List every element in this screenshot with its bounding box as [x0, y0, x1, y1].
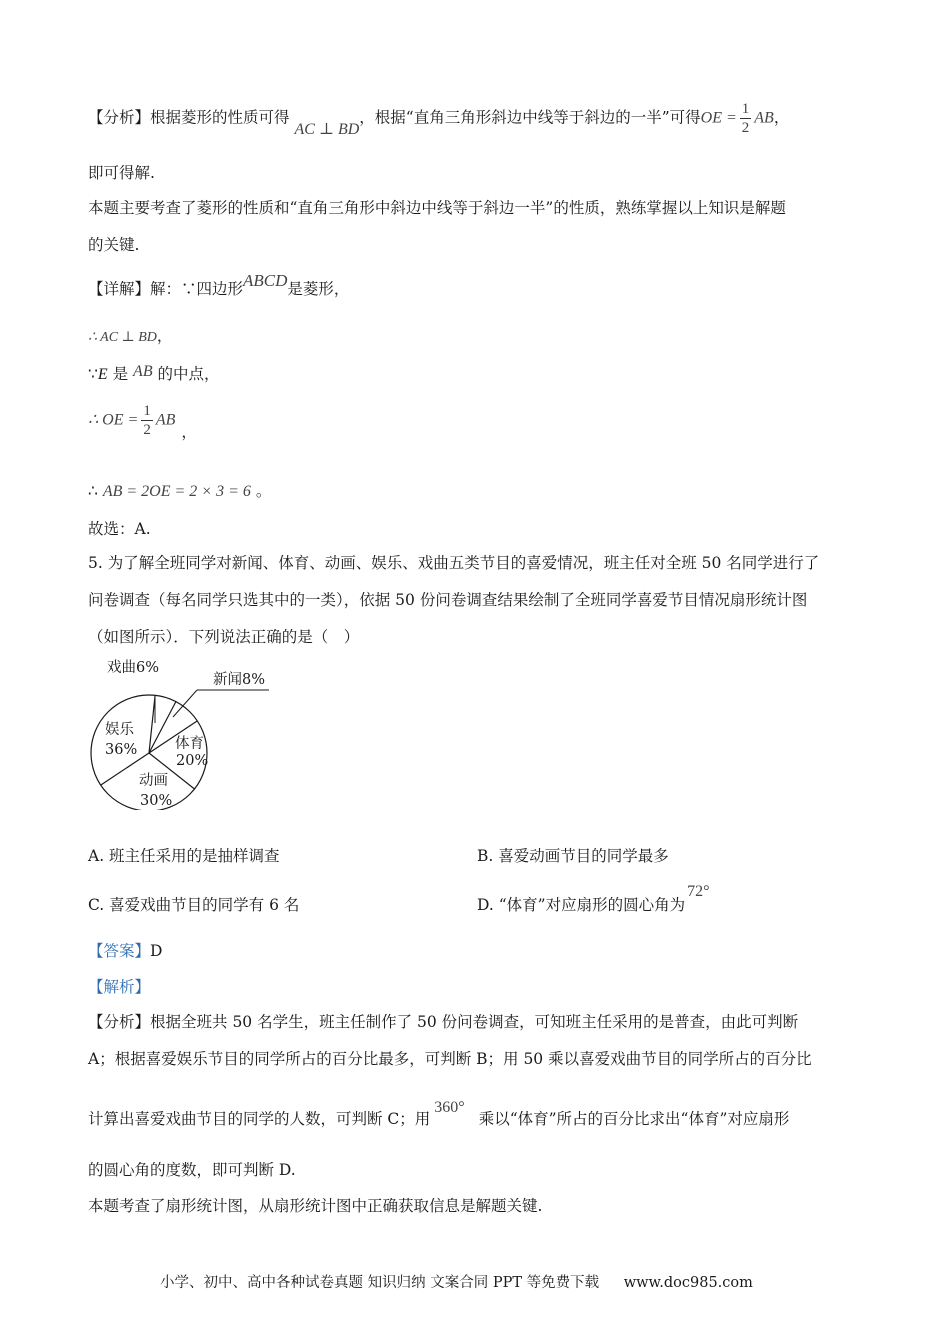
detail-tag: 【详解】: [88, 280, 151, 298]
option-c: C. 喜爱戏曲节目的同学有 6 名: [88, 896, 300, 914]
detail-line-2: [88, 325, 172, 349]
analysis-line-2: 即可得解.: [88, 164, 155, 182]
option-a: A. 班主任采用的是抽样调查: [88, 847, 280, 865]
fraction-denominator: 2: [143, 422, 151, 438]
summary-line-2: 的关键.: [88, 236, 140, 254]
math-e: E: [97, 366, 108, 383]
analysis2-text: 计算出喜爱戏曲节目的同学的人数，可判断 C；用: [88, 1110, 431, 1128]
analysis2-line-2: A；根据喜爱娱乐节目的同学所占的百分比最多，可判断 B；用 50 乘以喜爱戏曲节目的同学所占的百分比: [88, 1050, 812, 1068]
page-footer: [160, 1271, 753, 1292]
detail-punct: ，: [156, 327, 173, 345]
math-ac-perp-bd: AC ⊥ BD: [294, 120, 360, 138]
detail-text: 的中点，: [157, 365, 220, 383]
summary2-line: 本题考查了扇形统计图，从扇形统计图中正确获取信息是解题关键.: [88, 1197, 543, 1215]
detail-line-4: [88, 402, 197, 439]
fraction-numerator: 1: [741, 101, 750, 117]
analysis-text: 根据菱形的性质可得: [150, 108, 290, 127]
math-therefore-perp: ∴ AC ⊥ BD: [88, 330, 157, 345]
detail-line-5: [88, 480, 271, 503]
pie-chart: [85, 650, 285, 810]
detail-line-1: [88, 271, 350, 300]
analysis-text: ，根据“直角三角形斜边中线等于斜边的一半”可得: [359, 108, 701, 127]
analysis2-text: 根据全班共 50 名学生，班主任制作了 50 份问卷调查，可知班主任采用的是普查，由此可判断: [150, 1013, 799, 1031]
question-line-3: （如图所示）．下列说法正确的是（ ）: [88, 628, 360, 646]
analysis-punct: ，: [773, 108, 790, 127]
math-therefore-oe: ∴ OE =: [88, 411, 139, 429]
analysis-line-1: [88, 100, 789, 137]
math-ab: AB: [754, 109, 774, 127]
summary-line-1: 本题主要考查了菱形的性质和“直角三角形中斜边中线等于斜边一半”的性质，熟练掌握以上知识是解题: [88, 199, 786, 217]
answer-tag: 【答案】: [88, 942, 151, 960]
answer-line: [88, 940, 162, 962]
detail-text: 解：∵四边形: [150, 280, 244, 298]
math-abcd: ABCD: [243, 271, 288, 290]
math-oe: OE =: [700, 109, 737, 127]
fraction-numerator: 1: [143, 403, 151, 419]
footer-url[interactable]: www.doc985.com: [623, 1275, 753, 1291]
label-news: 新闻8%: [213, 672, 266, 688]
option-d: [477, 883, 710, 917]
label-ent-name: 娱乐: [105, 722, 134, 738]
analysis2-text: 乘以“体育”所占的百分比求出“体育”对应扇形: [478, 1110, 790, 1128]
math-72-deg: 72°: [687, 883, 710, 900]
math-ab: AB: [155, 411, 176, 429]
label-sports-pct: 20%: [176, 753, 209, 769]
detail-punct: 。: [255, 482, 272, 500]
answer-value: D: [150, 942, 163, 960]
option-d-text: D. “体育”对应扇形的圆心角为: [477, 896, 686, 914]
analysis2-tag: 【分析】: [88, 1013, 151, 1031]
analysis2-line-1: [88, 1011, 798, 1033]
label-sports-name: 体育: [175, 736, 204, 752]
jiexi-tag: 【解析】: [88, 978, 151, 996]
fraction-denominator: 2: [741, 120, 750, 136]
therefore-symbol: ∴: [88, 482, 98, 500]
detail-text: 是: [112, 365, 129, 383]
detail-punct: ，: [181, 422, 197, 441]
label-ent-pct: 36%: [105, 742, 138, 758]
math-ab-equals-6: AB = 2OE = 2 × 3 = 6: [102, 483, 251, 500]
option-b: B. 喜爱动画节目的同学最多: [477, 847, 669, 865]
choice-line: 故选：A.: [88, 520, 151, 538]
question-line-2: 问卷调查（每名同学只选其中的一类），依据 50 份问卷调查结果绘制了全班同学喜爱节目情况扇形统计图: [88, 591, 808, 609]
analysis-tag: 【分析】: [88, 108, 151, 127]
because-symbol: ∵: [88, 365, 98, 383]
math-360-deg: 360°: [434, 1099, 465, 1116]
label-anim-name: 动画: [139, 773, 168, 789]
question-line-1: 5. 为了解全班同学对新闻、体育、动画、娱乐、戏曲五类节目的喜爱情况，班主任对全班 50 名同学进行了: [88, 554, 820, 572]
label-opera: 戏曲6%: [107, 660, 160, 676]
fraction-half: [740, 100, 752, 137]
detail-text: 是菱形，: [287, 280, 350, 298]
analysis2-line-3: [88, 1099, 790, 1131]
math-ab: AB: [133, 363, 153, 380]
footer-text: 小学、初中、高中各种试卷真题 知识归纳 文案合同 PPT 等免费下载: [160, 1275, 600, 1291]
analysis2-line-4: 的圆心角的度数，即可判断 D.: [88, 1161, 296, 1179]
fraction-half: [141, 402, 153, 439]
detail-line-3: [88, 363, 220, 386]
label-anim-pct: 30%: [140, 793, 173, 809]
